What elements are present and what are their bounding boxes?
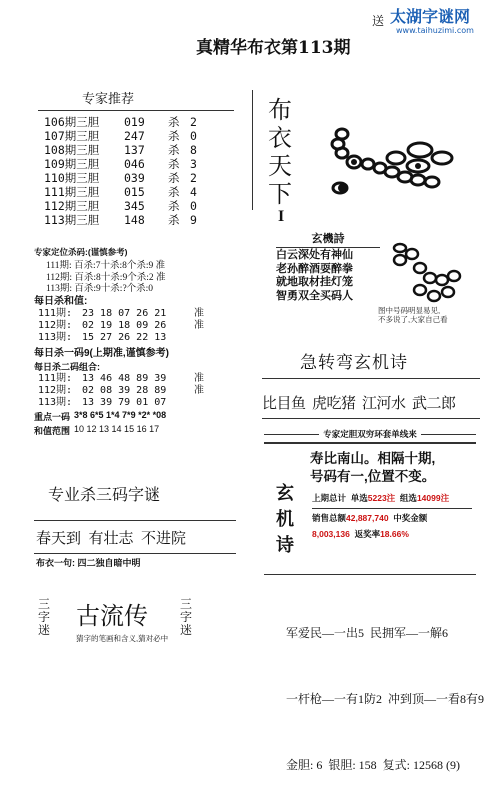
fixed-position-heading: 专家定位杀码:(谨慎参考) — [34, 247, 128, 257]
site-logo — [372, 4, 492, 40]
daily-two-row-cell: 02 08 39 28 89 — [82, 385, 167, 396]
prize-label: 中奖金额 — [393, 513, 428, 523]
daily-kill-row-cell: 15 27 26 22 13 — [82, 332, 167, 343]
expert-poem-2: 号码有一,位置不变。 — [310, 469, 436, 484]
daily-two-heading: 每日杀二码组合: — [34, 362, 100, 372]
bead-note — [378, 306, 448, 324]
key-code-label: 重点一码 — [34, 412, 71, 422]
bottom-poem-1: 军爱民—一出5 民拥军—一解6 — [286, 626, 449, 640]
buyi-char-1: 布 — [268, 96, 292, 124]
bead-illustration — [320, 122, 460, 204]
sales-value: 42,887,740 — [346, 513, 389, 523]
total-row — [312, 492, 449, 504]
bottom-poem-2: 一杆枪—一有1防2 冲到顶—一看8有9 — [286, 692, 485, 706]
fixed-position-row: 112期: 百杀:8十杀:9个杀:2 准 — [46, 272, 166, 283]
bead-note-2: 不多说了,大家自己看 — [378, 315, 448, 324]
side-char-3: 诗 — [276, 535, 294, 555]
divider — [264, 434, 319, 435]
daily-two-row — [38, 397, 250, 409]
expert-poem — [310, 450, 435, 486]
gu-liu-text: 古流传 — [76, 604, 148, 630]
buyi-mark: I — [278, 208, 285, 225]
daily-kill-panel — [34, 292, 244, 344]
divider — [264, 442, 476, 444]
divider — [264, 574, 476, 575]
divider — [312, 508, 472, 509]
buyi-tianxia — [268, 96, 296, 208]
page-title: 真精华布衣第113期 — [196, 38, 351, 58]
divider — [276, 247, 380, 248]
daily-one-heading: 每日杀一码9(上期准,谨慎参考) — [34, 348, 169, 359]
buyi-char-4: 下 — [268, 180, 292, 208]
buyi-char-2: 衣 — [268, 124, 292, 152]
expert-pick-row-cell: 112期三胆 — [44, 199, 100, 213]
expert-pick-row-cell: 杀 — [168, 185, 180, 199]
total-label: 上期总计 — [312, 493, 347, 503]
expert-pick-row-cell: 2 — [190, 115, 197, 129]
daily-two-row-cell: 13 39 79 01 07 — [82, 397, 167, 408]
single-value: 5223注 — [367, 493, 396, 503]
daily-kill-row-cell: 23 18 07 26 21 — [82, 308, 167, 319]
expert-pick-row-cell: 106期三胆 — [44, 115, 100, 129]
expert-pick-row-cell: 0 — [190, 129, 197, 143]
expert-picks-list — [38, 115, 238, 227]
side-char-1: 玄 — [276, 483, 294, 503]
expert-pick-row-cell: 111期三胆 — [44, 185, 100, 199]
expert-pick-row-cell: 杀 — [168, 213, 180, 227]
expert-pick-row — [44, 185, 238, 199]
xuanji-line: 就地取材挂灯笼 — [276, 276, 353, 288]
divider — [252, 90, 253, 210]
fixed-position-row: 111期: 百杀:7十杀:8个杀:9 准 — [46, 261, 166, 271]
daily-two-row-cell: 准 — [194, 385, 204, 396]
expert-pick-row-cell: 2 — [190, 171, 197, 185]
bead-drawing-2 — [390, 238, 466, 304]
expert-box-heading: 专家定胆双穷环套单线来 — [323, 429, 417, 439]
buyi-char-3: 天 — [268, 152, 292, 180]
sales-label: 销售总额 — [312, 513, 347, 523]
daily-kill-row-cell: 111期: — [38, 308, 73, 319]
pro-riddle-heading: 专业杀三码字谜 — [48, 487, 161, 504]
group-value: 14099注 — [416, 493, 450, 503]
expert-pick-row — [44, 115, 238, 129]
daily-kill-row-cell: 准 — [194, 308, 204, 319]
bottom-poem — [286, 578, 484, 798]
expert-pick-row-cell: 9 — [190, 213, 197, 227]
expert-pick-row-cell: 杀 — [168, 129, 180, 143]
xuanji-line: 老孙醉酒耍醉拳 — [276, 262, 353, 275]
expert-pick-row-cell: 107期三胆 — [44, 129, 100, 143]
expert-pick-row — [44, 199, 238, 213]
logo-brand: 太湖字谜网 — [390, 7, 471, 26]
expert-pick-row-cell: 113期三胆 — [44, 213, 100, 227]
expert-pick-row-cell: 杀 — [168, 143, 180, 157]
expert-pick-row-cell: 4 — [190, 185, 197, 199]
expert-pick-row-cell: 110期三胆 — [44, 171, 100, 185]
daily-two-row-cell: 13 46 48 89 39 — [82, 373, 167, 384]
daily-two-row-cell: 112期: — [38, 385, 73, 396]
daily-kill-list — [34, 308, 244, 344]
expert-pick-row — [44, 213, 238, 227]
expert-box — [264, 428, 476, 570]
expert-pick-row-cell: 046 — [124, 157, 145, 171]
expert-pick-row-cell: 015 — [124, 185, 145, 199]
daily-kill-row-cell: 02 19 18 09 26 — [82, 320, 167, 331]
expert-pick-row-cell: 杀 — [168, 115, 180, 129]
daily-kill-row-cell: 112期: — [38, 320, 73, 331]
expert-side-title — [276, 480, 294, 558]
prize-value: 8,003,136 — [312, 529, 350, 539]
expert-pick-row-cell: 杀 — [168, 199, 180, 213]
single-label: 单选 — [350, 493, 368, 503]
sum-range-row — [34, 424, 250, 437]
three-char-left: 三字迷 — [38, 597, 51, 637]
expert-poem-1: 寿比南山。相隔十期, — [310, 451, 436, 466]
side-char-2: 机 — [276, 509, 294, 529]
expert-pick-row-cell: 杀 — [168, 157, 180, 171]
logo-prefix: 送 — [372, 14, 385, 28]
fixed-position-list — [34, 261, 244, 296]
xuanji-heading: 玄機詩 — [311, 233, 345, 245]
daily-two-row-cell: 111期: — [38, 373, 73, 384]
expert-pick-row-cell: 148 — [124, 213, 145, 227]
fixed-position-panel — [34, 246, 244, 296]
fixed-position-row: 113期: 百杀:9十杀:?个杀:0 — [46, 284, 154, 294]
sum-range-label: 和值范围 — [34, 426, 71, 436]
expert-pick-row — [44, 171, 238, 185]
expert-picks-panel — [38, 88, 238, 227]
bead-note-1: 图中号码明显易见, — [378, 306, 441, 315]
expert-pick-row-cell: 137 — [124, 143, 145, 157]
divider — [262, 378, 480, 379]
divider — [421, 434, 476, 435]
xuanji-poem-box — [276, 230, 380, 302]
divider — [262, 418, 480, 419]
daily-two-row — [38, 373, 250, 385]
daily-kill-row — [38, 332, 244, 344]
daily-two-row-cell: 准 — [194, 373, 204, 384]
expert-picks-heading: 专家推荐 — [82, 91, 135, 106]
rate-value: 18.66% — [380, 529, 409, 539]
expert-box-header — [264, 428, 476, 440]
xuanji-line: 白云深处有神仙 — [276, 249, 353, 261]
expert-pick-row-cell: 109期三胆 — [44, 157, 100, 171]
daily-kill-row — [38, 308, 244, 320]
expert-pick-row-cell: 0 — [190, 199, 197, 213]
expert-pick-row-cell: 杀 — [168, 171, 180, 185]
daily-two-list — [34, 373, 250, 409]
expert-pick-row-cell: 108期三胆 — [44, 143, 100, 157]
urgent-poem-text: 比目鱼 虎吃猪 江河水 武二郎 — [262, 396, 456, 412]
xuanji-line: 智勇双全买码人 — [276, 289, 353, 302]
bead-drawing — [320, 122, 460, 204]
expert-pick-row-cell: 247 — [124, 129, 145, 143]
spring-poem-box — [34, 520, 236, 554]
buyi-line: 布衣一句: 四二独自暗中明 — [36, 558, 141, 568]
xuanji-lines — [276, 249, 380, 303]
group-label: 组选 — [399, 493, 417, 503]
sales-row — [312, 512, 427, 524]
bottom-poem-3: 金胆: 6 银胆: 158 复式: 12568 (9) — [286, 758, 460, 772]
three-char-right: 三字迷 — [180, 597, 193, 637]
expert-pick-row-cell: 345 — [124, 199, 145, 213]
rate-label: 返奖率 — [354, 529, 381, 539]
expert-pick-row — [44, 143, 238, 157]
logo-url: www.taihuzimi.com — [396, 26, 474, 35]
expert-pick-row-cell: 039 — [124, 171, 145, 185]
daily-kill-row-cell: 113期: — [38, 332, 73, 343]
daily-kill-row-cell — [194, 332, 214, 344]
expert-pick-row — [44, 157, 238, 171]
daily-two-row-cell: 113期: — [38, 397, 73, 408]
daily-kill-row-cell: 准 — [194, 320, 204, 331]
daily-two-row — [38, 385, 250, 397]
spring-poem: 春天到 有壮志 不进院 — [36, 531, 187, 547]
bead-illustration-2 — [390, 238, 466, 304]
urgent-poem-heading: 急转弯玄机诗 — [300, 353, 408, 372]
daily-kill-row — [38, 320, 244, 332]
daily-one-panel — [34, 344, 250, 437]
gu-liu-note: 猜字的笔画和含义,猜对必中 — [76, 634, 169, 643]
sum-range-value: 10 12 13 14 15 16 17 — [74, 424, 160, 434]
expert-pick-row-cell: 019 — [124, 115, 145, 129]
key-code-value: 3*8 6*5 1*4 7*9 *2* *08 — [74, 410, 167, 420]
divider — [38, 110, 234, 111]
expert-pick-row — [44, 129, 238, 143]
rate-row — [312, 528, 409, 540]
expert-pick-row-cell: 8 — [190, 143, 197, 157]
daily-two-row-cell — [194, 397, 214, 409]
key-code-row — [34, 410, 250, 423]
daily-kill-heading: 每日杀和值: — [34, 296, 88, 307]
expert-pick-row-cell: 3 — [190, 157, 197, 171]
